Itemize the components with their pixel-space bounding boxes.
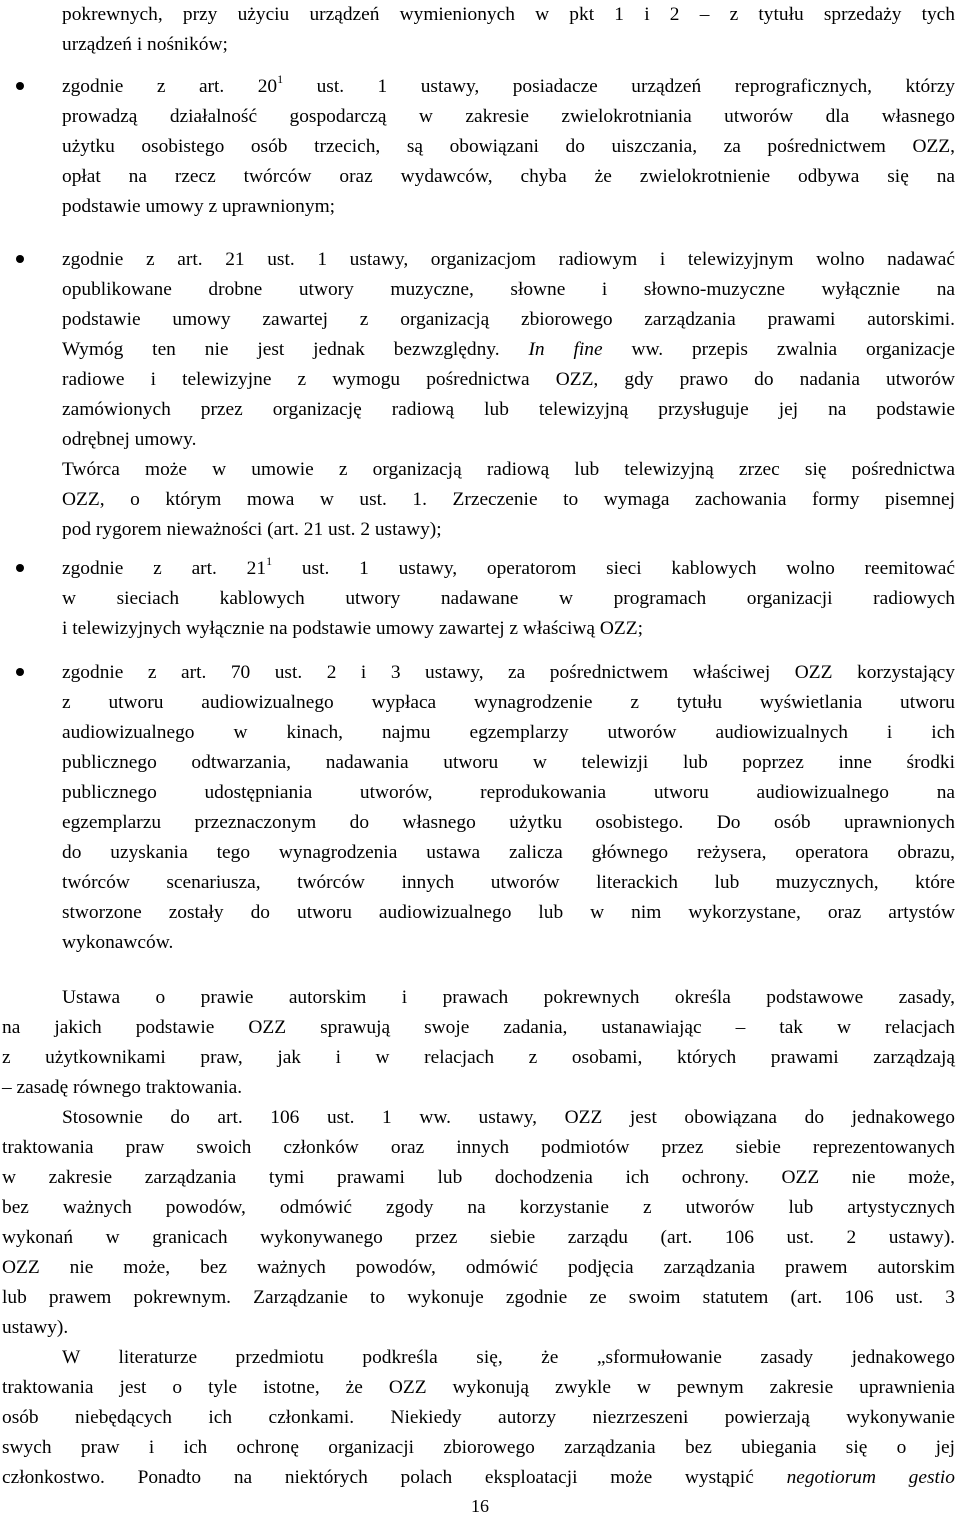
page-number: 16 xyxy=(471,1496,489,1516)
bullet-text-line: zgodnie z art. 21 ust. 1 ustawy, organizacjom radiowym i telewizyjnym wolno nadawać xyxy=(62,249,955,270)
paragraph-line: traktowania jest o tyle istotne, że OZZ wykonują zwykle w pewnym zakresie uprawnienia xyxy=(2,1377,955,1398)
bullet-text-line: twórców scenariusza, twórców innych utworów literackich lub muzycznych, które xyxy=(62,872,955,893)
paragraph-line: z użytkownikami praw, jak i w relacjach z osobami, których prawami zarządzają xyxy=(2,1047,955,1068)
bullet-text-line: audiowizualnego w kinach, najmu egzemplarzy utworów audiowizualnych i ich xyxy=(62,722,955,743)
paragraph-line: ustawy). xyxy=(2,1317,69,1338)
bullet-text-line: publicznego udostępniania utworów, reprodukowania utworu audiowizualnego na xyxy=(62,782,955,803)
paragraph-line: wykonań w granicach wykonywanego przez siebie zarządu (art. 106 ust. 2 ustawy). xyxy=(2,1227,955,1248)
paragraph-line: członkostwo. Ponadto na niektórych polach eksploatacji może wystąpić negotiorum gestio xyxy=(2,1467,955,1488)
bullet-text-line: podstawie umowy zawartej z organizacją zbiorowego zarządzania prawami autorskimi. xyxy=(62,309,955,330)
bullet-text-line: Twórca może w umowie z organizacją radiową lub telewizyjną zrzec się pośrednictwa xyxy=(62,459,955,480)
bullet-marker xyxy=(16,564,24,572)
paragraph-line: swych praw i ich ochronę organizacji zbiorowego zarządzania bez ubiegania się o jej xyxy=(2,1437,955,1458)
bullet-text-line: użytku osobistego osób trzecich, są obowiązani do uiszczania, za pośrednictwem OZZ, xyxy=(62,136,955,157)
paragraph-line: – zasadę równego traktowania. xyxy=(2,1077,243,1098)
bullet-text-line: zgodnie z art. $20^1$ ust. 1 ustawy, posiadacze urządzeń reprograficznych, którzy xyxy=(62,71,955,97)
paragraph-line: osób niebędących ich członkami. Niekiedy autorzy niezrzeszeni powierzają wykonywanie xyxy=(2,1407,955,1428)
paragraph-line: w zakresie zarządzania tymi prawami lub dochodzenia ich ochrony. OZZ nie może, xyxy=(2,1167,955,1188)
bullet-text-line: zamówionych przez organizację radiową lub telewizyjną przysługuje jej na podstawie xyxy=(62,399,955,420)
bullet-text-line: publicznego odtwarzania, nadawania utworu w telewizji lub poprzez inne środki xyxy=(62,752,955,773)
bullet-text-line: podstawie umowy z uprawnionym; xyxy=(62,196,336,217)
bullet-marker xyxy=(16,255,24,263)
continuation-line: urządzeń i nośników; xyxy=(62,34,228,55)
paragraph-line: Stosownie do art. 106 ust. 1 ww. ustawy, OZZ jest obowiązana do jednakowego xyxy=(62,1107,955,1128)
bullet-marker xyxy=(16,668,24,676)
bullet-marker xyxy=(16,82,24,90)
bullet-text-line: odrębnej umowy. xyxy=(62,429,197,450)
bullet-text-line: radiowe i telewizyjne z wymogu pośrednictwa OZZ, gdy prawo do nadania utworów xyxy=(62,369,955,390)
paragraph-line: W literaturze przedmiotu podkreśla się, że „sformułowanie zasady jednakowego xyxy=(62,1347,955,1368)
bullet-text-line: Wymóg ten nie jest jednak bezwzględny. In fine ww. przepis zwalnia organizacje xyxy=(62,339,956,360)
bullet-text-line: opłat na rzecz twórców oraz wydawców, chyba że zwielokrotnienie odbywa się na xyxy=(62,166,955,187)
bullet-text-line: zgodnie z art. $21^1$ ust. 1 ustawy, operatorom sieci kablowych wolno reemitować xyxy=(62,553,955,579)
bullet-text-line: opublikowane drobne utwory muzyczne, słowne i słowno-muzyczne wyłącznie na xyxy=(62,279,955,300)
bullet-text-line: wykonawców. xyxy=(62,932,174,953)
bullet-text-line: stworzone zostały do utworu audiowizualnego lub w nim wykorzystane, oraz artystów xyxy=(62,902,955,923)
bullet-text-line: pod rygorem nieważności (art. 21 ust. 2 ustawy); xyxy=(62,519,442,540)
continuation-line: pokrewnych, przy użyciu urządzeń wymienionych w pkt 1 i 2 – z tytułu sprzedaży tych xyxy=(62,4,955,25)
bullet-text-line: OZZ, o którym mowa w ust. 1. Zrzeczenie to wymaga zachowania formy pisemnej xyxy=(62,489,955,510)
bullet-text-line: egzemplarzu przeznaczonym do własnego użytku osobistego. Do osób uprawnionych xyxy=(62,812,955,833)
bullet-text-line: w sieciach kablowych utwory nadawane w programach organizacji radiowych xyxy=(62,588,955,609)
bullet-text-line: prowadzą działalność gospodarczą w zakresie zwielokrotniania utworów dla własnego xyxy=(62,106,955,127)
paragraph-line: lub prawem pokrewnym. Zarządzanie to wykonuje zgodnie ze swoim statutem (art. 106 ust. 3 xyxy=(2,1287,955,1308)
bullet-text-line: i telewizyjnych wyłącznie na podstawie umowy zawartej z właściwą OZZ; xyxy=(62,618,643,639)
bullet-text-line: z utworu audiowizualnego wypłaca wynagrodzenie z tytułu wyświetlania utworu xyxy=(62,692,955,713)
paragraph-line: bez ważnych powodów, odmówić zgody na korzystanie z utworów lub artystycznych xyxy=(2,1197,955,1218)
paragraph-line: na jakich podstawie OZZ sprawują swoje zadania, ustanawiając – tak w relacjach xyxy=(2,1017,955,1038)
bullet-text-line: zgodnie z art. 70 ust. 2 i 3 ustawy, za pośrednictwem właściwej OZZ korzystający xyxy=(62,662,955,683)
paragraph-line: traktowania praw swoich członków oraz innych podmiotów przez siebie reprezentowanych xyxy=(2,1137,955,1158)
paragraph-line: Ustawa o prawie autorskim i prawach pokrewnych określa podstawowe zasady, xyxy=(62,987,955,1008)
paragraph-line: OZZ nie może, bez ważnych powodów, odmówić podjęcia zarządzania prawem autorskim xyxy=(2,1257,955,1278)
bullet-text-line: do uzyskania tego wynagrodzenia ustawa zalicza głównego reżysera, operatora obrazu, xyxy=(62,842,955,863)
